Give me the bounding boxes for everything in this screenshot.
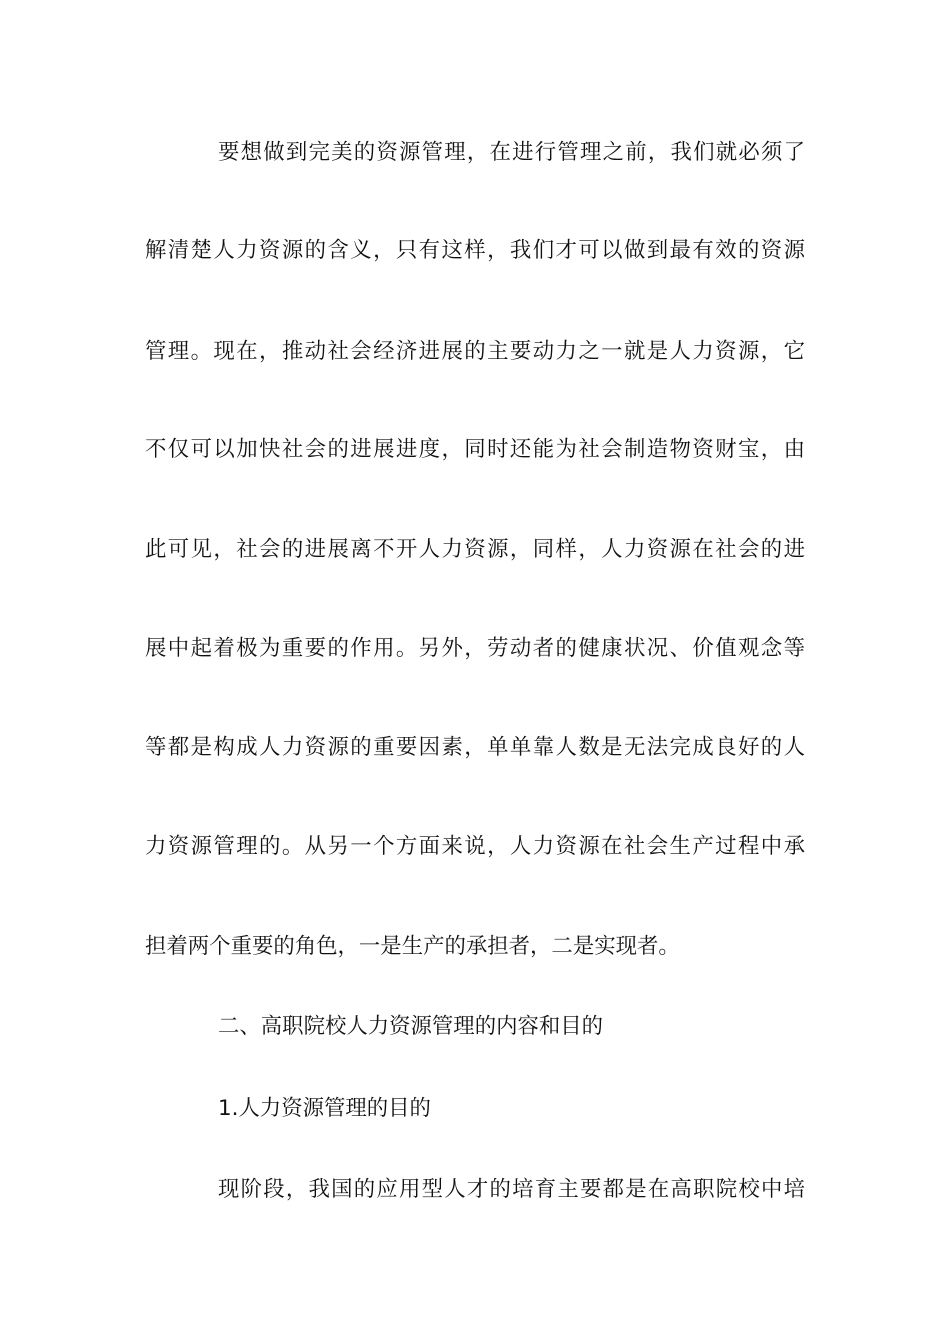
- section-heading: 二、高职院校人力资源管理的内容和目的: [218, 1014, 604, 1039]
- paragraph-line: 解清楚人力资源的含义，只有这样，我们才可以做到最有效的资源: [145, 238, 805, 263]
- paragraph-line: 展中起着极为重要的作用。另外，劳动者的健康状况、价值观念等: [145, 636, 805, 661]
- paragraph-line: 担着两个重要的角色，一是生产的承担者，二是实现者。: [145, 934, 680, 959]
- paragraph-line: 不仅可以加快社会的进展进度，同时还能为社会制造物资财宝，由: [145, 437, 805, 462]
- paragraph-line: 等都是构成人力资源的重要因素，单单靠人数是无法完成良好的人: [145, 735, 805, 760]
- paragraph-line: 要想做到完美的资源管理，在进行管理之前，我们就必须了: [218, 140, 805, 165]
- paragraph-line: 此可见，社会的进展离不开人力资源，同样，人力资源在社会的进: [145, 537, 805, 562]
- subsection-heading: 1.人力资源管理的目的: [218, 1096, 431, 1121]
- paragraph-line: 管理。现在，推动社会经济进展的主要动力之一就是人力资源，它: [145, 339, 805, 364]
- paragraph-line: 力资源管理的。从另一个方面来说，人力资源在社会生产过程中承: [145, 834, 805, 859]
- paragraph-line: 现阶段，我国的应用型人才的培育主要都是在高职院校中培: [218, 1177, 805, 1202]
